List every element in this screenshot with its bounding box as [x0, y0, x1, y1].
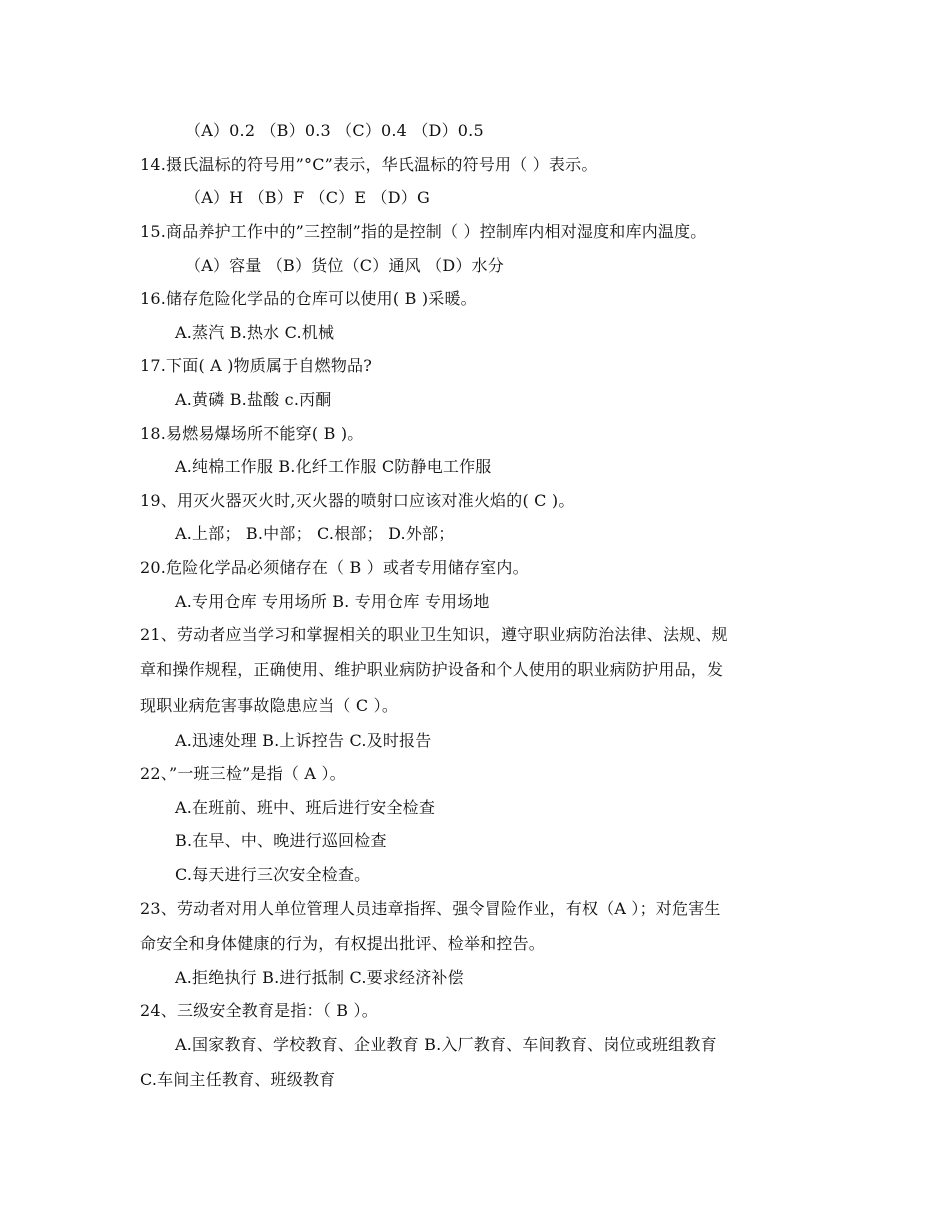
q22-option-b: B.在早、中、晚进行巡回检查	[175, 831, 387, 850]
q14-question: 14.摄氏温标的符号用”°C”表示，华氏温标的符号用（ ）表示。	[140, 155, 598, 174]
q23-options: A.拒绝执行 B.进行抵制 C.要求经济补偿	[175, 968, 464, 987]
q24-options-line-1: A.国家教育、学校教育、企业教育 B.入厂教育、车间教育、岗位或班组教育	[175, 1035, 717, 1054]
q23-question-line-1: 23、劳动者对用人单位管理人员违章指挥、强令冒险作业，有权（A ）；对危害生	[140, 899, 721, 918]
q18-question: 18.易燃易爆场所不能穿( B )。	[140, 424, 364, 443]
q21-question-line-1: 21、劳动者应当学习和掌握相关的职业卫生知识，遵守职业病防治法律、法规、规	[140, 625, 728, 644]
q22-option-a: A.在班前、班中、班后进行安全检查	[175, 798, 436, 817]
q13-options: （A）0.2 （B）0.3 （C）0.4 （D）0.5	[185, 121, 484, 140]
q24-question: 24、三级安全教育是指：（ B ）。	[140, 1001, 378, 1020]
q15-question: 15.商品养护工作中的”三控制”指的是控制（ ）控制库内相对湿度和库内温度。	[140, 222, 707, 241]
q20-question: 20.危险化学品必须储存在（ B ）或者专用储存室内。	[140, 558, 529, 577]
q23-question-line-2: 命安全和身体健康的行为，有权提出批评、检举和控告。	[140, 934, 546, 953]
q21-options: A.迅速处理 B.上诉控告 C.及时报告	[175, 731, 432, 750]
q22-option-c: C.每天进行三次安全检查。	[175, 865, 371, 884]
q15-options: （A）容量 （B）货位（C）通风 （D）水分	[185, 256, 504, 275]
q16-question: 16.储存危险化学品的仓库可以使用( B )采暖。	[140, 289, 477, 308]
q21-question-line-3: 现职业病危害事故隐患应当（ C ）。	[140, 696, 399, 715]
q17-options: A.黄磷 B.盐酸 c.丙酮	[175, 390, 332, 409]
q22-question: 22、”一班三检”是指（ A ）。	[140, 764, 346, 783]
q20-options: A.专用仓库 专用场所 B. 专用仓库 专用场地	[175, 592, 490, 611]
q24-options-line-2: C.车间主任教育、班级教育	[140, 1070, 336, 1089]
q19-question: 19、用灭火器灭火时,灭火器的喷射口应该对准火焰的( C )。	[140, 491, 575, 510]
q18-options: A.纯棉工作服 B.化纤工作服 C防静电工作服	[175, 457, 492, 476]
q19-options: A.上部； B.中部； C.根部； D.外部；	[175, 524, 455, 543]
q17-question: 17.下面( A )物质属于自燃物品?	[140, 356, 373, 375]
q16-options: A.蒸汽 B.热水 C.机械	[175, 323, 335, 342]
q21-question-line-2: 章和操作规程，正确使用、维护职业病防护设备和个人使用的职业病防护用品，发	[140, 660, 724, 679]
q14-options: （A）H （B）F （C）E （D）G	[185, 188, 430, 207]
